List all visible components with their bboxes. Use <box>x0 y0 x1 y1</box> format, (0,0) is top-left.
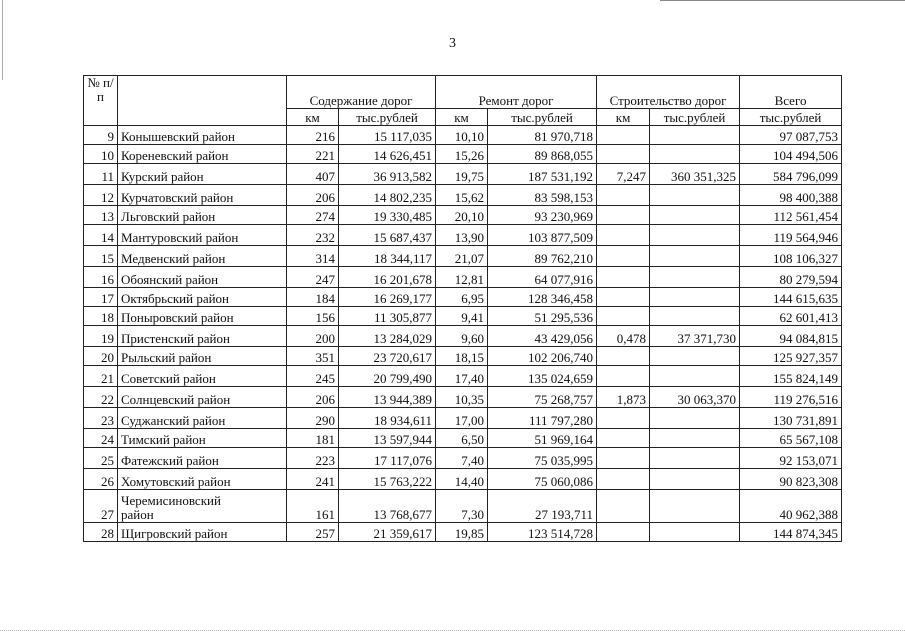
row-number: 17 <box>84 288 118 307</box>
maintenance-km: 407 <box>287 164 339 185</box>
district-name: Поныровский район <box>118 307 287 326</box>
construction-rub <box>650 366 740 387</box>
table-row <box>84 326 842 347</box>
maintenance-rub: 13 597,944 <box>339 429 436 448</box>
row-number: 27 <box>84 490 118 523</box>
maintenance-km: 314 <box>287 246 339 267</box>
maintenance-rub: 13 284,029 <box>339 326 436 347</box>
construction-rub <box>650 185 740 206</box>
construction-rub: 360 351,325 <box>650 164 740 185</box>
repair-km: 17,40 <box>436 366 488 387</box>
construction-km <box>597 469 650 490</box>
repair-km: 12,81 <box>436 267 488 288</box>
road-funding-table <box>83 75 842 542</box>
total-rub: 584 796,099 <box>740 164 842 185</box>
construction-km <box>597 408 650 429</box>
row-number: 15 <box>84 246 118 267</box>
construction-km: 1,873 <box>597 387 650 408</box>
total-rub: 130 731,891 <box>740 408 842 429</box>
header-repair: Ремонт дорог <box>436 76 597 109</box>
row-number: 19 <box>84 326 118 347</box>
total-rub: 97 087,753 <box>740 126 842 145</box>
row-number: 16 <box>84 267 118 288</box>
maintenance-km: 161 <box>287 490 339 523</box>
total-rub: 104 494,506 <box>740 145 842 164</box>
table-row <box>84 387 842 408</box>
row-number: 24 <box>84 429 118 448</box>
maintenance-rub: 17 117,076 <box>339 448 436 469</box>
construction-rub <box>650 448 740 469</box>
repair-km: 15,26 <box>436 145 488 164</box>
page-number: 3 <box>449 36 456 51</box>
construction-rub <box>650 523 740 542</box>
district-name: Пристенский район <box>118 326 287 347</box>
construction-rub <box>650 246 740 267</box>
repair-km: 9,41 <box>436 307 488 326</box>
row-number: 25 <box>84 448 118 469</box>
construction-km <box>597 448 650 469</box>
construction-km <box>597 288 650 307</box>
repair-km: 17,00 <box>436 408 488 429</box>
total-rub: 119 564,946 <box>740 225 842 246</box>
header-construction: Строительство дорог <box>597 76 740 109</box>
table-row <box>84 307 842 326</box>
maintenance-rub: 15 117,035 <box>339 126 436 145</box>
construction-rub: 30 063,370 <box>650 387 740 408</box>
total-rub: 119 276,516 <box>740 387 842 408</box>
repair-km: 13,90 <box>436 225 488 246</box>
construction-rub <box>650 408 740 429</box>
construction-rub <box>650 429 740 448</box>
maintenance-rub: 13 944,389 <box>339 387 436 408</box>
maintenance-km: 257 <box>287 523 339 542</box>
construction-km <box>597 366 650 387</box>
maintenance-rub: 21 359,617 <box>339 523 436 542</box>
maintenance-rub: 13 768,677 <box>339 490 436 523</box>
construction-rub <box>650 206 740 225</box>
maintenance-rub: 18 344,117 <box>339 246 436 267</box>
header-name <box>118 76 287 126</box>
maintenance-rub: 15 687,437 <box>339 225 436 246</box>
maintenance-km: 232 <box>287 225 339 246</box>
repair-km: 21,07 <box>436 246 488 267</box>
row-number: 12 <box>84 185 118 206</box>
repair-rub: 103 877,509 <box>488 225 597 246</box>
row-number: 21 <box>84 366 118 387</box>
repair-km: 9,60 <box>436 326 488 347</box>
total-rub: 40 962,388 <box>740 490 842 523</box>
construction-km: 7,247 <box>597 164 650 185</box>
repair-km: 7,30 <box>436 490 488 523</box>
district-name: Медвенский район <box>118 246 287 267</box>
repair-rub: 111 797,280 <box>488 408 597 429</box>
repair-rub: 64 077,916 <box>488 267 597 288</box>
construction-rub <box>650 145 740 164</box>
total-rub: 108 106,327 <box>740 246 842 267</box>
table-row <box>84 164 842 185</box>
district-name: Суджанский район <box>118 408 287 429</box>
construction-rub: 37 371,730 <box>650 326 740 347</box>
maintenance-rub: 14 626,451 <box>339 145 436 164</box>
maintenance-km: 245 <box>287 366 339 387</box>
district-name: Конышевский район <box>118 126 287 145</box>
table-row <box>84 246 842 267</box>
district-name: Щигровский район <box>118 523 287 542</box>
total-rub: 144 615,635 <box>740 288 842 307</box>
maintenance-rub: 11 305,877 <box>339 307 436 326</box>
construction-rub <box>650 307 740 326</box>
header-row-groups <box>84 76 842 109</box>
repair-rub: 51 295,536 <box>488 307 597 326</box>
repair-rub: 75 060,086 <box>488 469 597 490</box>
table-row <box>84 267 842 288</box>
construction-km <box>597 225 650 246</box>
header-total: Всего <box>740 76 842 109</box>
row-number: 9 <box>84 126 118 145</box>
repair-km: 19,85 <box>436 523 488 542</box>
repair-km: 18,15 <box>436 347 488 366</box>
district-name: Курский район <box>118 164 287 185</box>
table-row <box>84 225 842 246</box>
repair-rub: 75 268,757 <box>488 387 597 408</box>
maintenance-km: 221 <box>287 145 339 164</box>
repair-rub: 75 035,995 <box>488 448 597 469</box>
repair-rub: 89 868,055 <box>488 145 597 164</box>
maintenance-km: 181 <box>287 429 339 448</box>
repair-km: 19,75 <box>436 164 488 185</box>
maintenance-rub: 15 763,222 <box>339 469 436 490</box>
row-number: 18 <box>84 307 118 326</box>
total-rub: 80 279,594 <box>740 267 842 288</box>
row-number: 22 <box>84 387 118 408</box>
maintenance-km: 290 <box>287 408 339 429</box>
repair-km: 15,62 <box>436 185 488 206</box>
row-number: 20 <box>84 347 118 366</box>
construction-km <box>597 429 650 448</box>
district-name: Курчатовский район <box>118 185 287 206</box>
district-name: Кореневский район <box>118 145 287 164</box>
repair-rub: 81 970,718 <box>488 126 597 145</box>
maintenance-km: 216 <box>287 126 339 145</box>
repair-km: 10,35 <box>436 387 488 408</box>
top-edge-rule <box>660 0 905 1</box>
total-rub: 155 824,149 <box>740 366 842 387</box>
maintenance-km: 200 <box>287 326 339 347</box>
construction-km <box>597 126 650 145</box>
maintenance-km: 206 <box>287 387 339 408</box>
construction-km <box>597 145 650 164</box>
repair-rub: 128 346,458 <box>488 288 597 307</box>
row-number: 23 <box>84 408 118 429</box>
maintenance-km: 247 <box>287 267 339 288</box>
construction-rub <box>650 126 740 145</box>
total-rub: 62 601,413 <box>740 307 842 326</box>
unit-repair-rub: тыс.рублей <box>488 109 597 126</box>
table-row <box>84 366 842 387</box>
header-num: № п/п <box>84 76 118 126</box>
table-row <box>84 206 842 225</box>
maintenance-km: 241 <box>287 469 339 490</box>
maintenance-rub: 14 802,235 <box>339 185 436 206</box>
maintenance-rub: 19 330,485 <box>339 206 436 225</box>
maintenance-rub: 36 913,582 <box>339 164 436 185</box>
construction-km <box>597 185 650 206</box>
district-name: Мантуровский район <box>118 225 287 246</box>
district-name: Льговский район <box>118 206 287 225</box>
district-name: Тимский район <box>118 429 287 448</box>
total-rub: 94 084,815 <box>740 326 842 347</box>
table-row <box>84 490 842 523</box>
construction-km <box>597 347 650 366</box>
repair-rub: 51 969,164 <box>488 429 597 448</box>
total-rub: 92 153,071 <box>740 448 842 469</box>
district-name: Черемисиновский район <box>118 490 287 523</box>
district-name: Хомутовский район <box>118 469 287 490</box>
table-row <box>84 448 842 469</box>
construction-km <box>597 307 650 326</box>
construction-rub <box>650 469 740 490</box>
unit-total-rub: тыс.рублей <box>740 109 842 126</box>
maintenance-km: 274 <box>287 206 339 225</box>
bottom-scan-mark <box>0 630 905 632</box>
unit-maintenance-rub: тыс.рублей <box>339 109 436 126</box>
unit-maintenance-km: км <box>287 109 339 126</box>
total-rub: 65 567,108 <box>740 429 842 448</box>
table-row <box>84 126 842 145</box>
maintenance-km: 184 <box>287 288 339 307</box>
repair-km: 6,50 <box>436 429 488 448</box>
repair-rub: 83 598,153 <box>488 185 597 206</box>
construction-rub <box>650 490 740 523</box>
construction-km <box>597 523 650 542</box>
row-number: 28 <box>84 523 118 542</box>
maintenance-rub: 20 799,490 <box>339 366 436 387</box>
row-number: 26 <box>84 469 118 490</box>
repair-rub: 89 762,210 <box>488 246 597 267</box>
district-name: Советский район <box>118 366 287 387</box>
unit-construction-rub: тыс.рублей <box>650 109 740 126</box>
repair-rub: 43 429,056 <box>488 326 597 347</box>
total-rub: 112 561,454 <box>740 206 842 225</box>
maintenance-km: 156 <box>287 307 339 326</box>
total-rub: 90 823,308 <box>740 469 842 490</box>
maintenance-rub: 18 934,611 <box>339 408 436 429</box>
table-row <box>84 288 842 307</box>
construction-km <box>597 206 650 225</box>
repair-rub: 93 230,969 <box>488 206 597 225</box>
maintenance-rub: 23 720,617 <box>339 347 436 366</box>
unit-construction-km: км <box>597 109 650 126</box>
maintenance-km: 223 <box>287 448 339 469</box>
row-number: 13 <box>84 206 118 225</box>
maintenance-rub: 16 201,678 <box>339 267 436 288</box>
repair-rub: 187 531,192 <box>488 164 597 185</box>
table-row <box>84 408 842 429</box>
construction-km <box>597 490 650 523</box>
construction-rub <box>650 288 740 307</box>
repair-km: 6,95 <box>436 288 488 307</box>
district-name: Обоянский район <box>118 267 287 288</box>
repair-rub: 135 024,659 <box>488 366 597 387</box>
unit-repair-km: км <box>436 109 488 126</box>
row-number: 11 <box>84 164 118 185</box>
table-row <box>84 469 842 490</box>
construction-km: 0,478 <box>597 326 650 347</box>
repair-km: 7,40 <box>436 448 488 469</box>
table-row <box>84 523 842 542</box>
row-number: 10 <box>84 145 118 164</box>
district-name: Солнцевский район <box>118 387 287 408</box>
construction-rub <box>650 347 740 366</box>
district-name: Рыльский район <box>118 347 287 366</box>
repair-km: 10,10 <box>436 126 488 145</box>
total-rub: 98 400,388 <box>740 185 842 206</box>
district-name: Октябрьский район <box>118 288 287 307</box>
table-row <box>84 429 842 448</box>
construction-rub <box>650 225 740 246</box>
row-number: 14 <box>84 225 118 246</box>
repair-km: 14,40 <box>436 469 488 490</box>
header-maintenance: Содержание дорог <box>287 76 436 109</box>
repair-km: 20,10 <box>436 206 488 225</box>
maintenance-rub: 16 269,177 <box>339 288 436 307</box>
repair-rub: 123 514,728 <box>488 523 597 542</box>
table-row <box>84 145 842 164</box>
maintenance-km: 206 <box>287 185 339 206</box>
district-name: Фатежский район <box>118 448 287 469</box>
construction-km <box>597 246 650 267</box>
total-rub: 125 927,357 <box>740 347 842 366</box>
table-row <box>84 185 842 206</box>
repair-rub: 27 193,711 <box>488 490 597 523</box>
maintenance-km: 351 <box>287 347 339 366</box>
construction-rub <box>650 267 740 288</box>
table-row <box>84 347 842 366</box>
repair-rub: 102 206,740 <box>488 347 597 366</box>
construction-km <box>597 267 650 288</box>
total-rub: 144 874,345 <box>740 523 842 542</box>
